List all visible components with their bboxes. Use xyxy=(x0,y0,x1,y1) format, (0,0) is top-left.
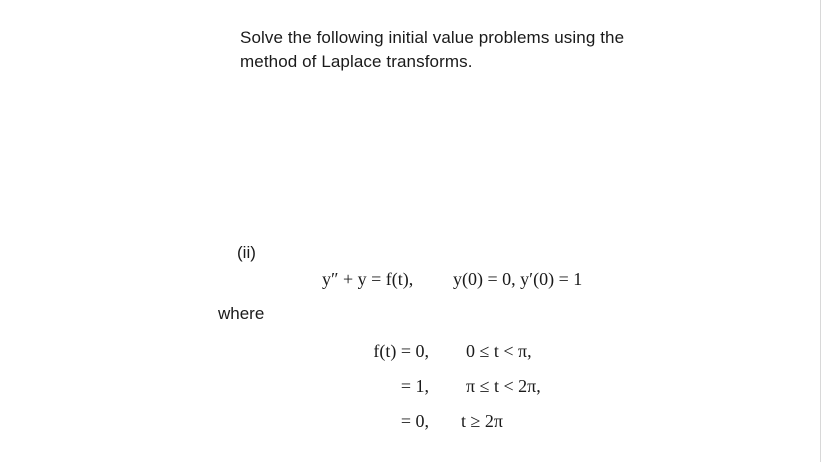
where-label: where xyxy=(218,304,265,323)
page-edge-divider xyxy=(820,0,821,462)
piecewise-condition-3: t ≥ 2π xyxy=(461,411,503,431)
part-label: (ii) xyxy=(237,243,256,262)
instructions-line-1: Solve the following initial value problems using the xyxy=(240,28,625,47)
piecewise-condition-1: 0 ≤ t < π, xyxy=(466,341,532,361)
piecewise-value-1: f(t) = 0, xyxy=(373,341,429,361)
differential-equation: y″ + y = f(t), xyxy=(322,269,414,289)
initial-conditions: y(0) = 0, y′(0) = 1 xyxy=(453,269,583,289)
piecewise-condition-2: π ≤ t < 2π, xyxy=(466,376,541,396)
instructions-line-2: method of Laplace transforms. xyxy=(240,52,473,71)
piecewise-value-2: = 1, xyxy=(400,376,429,396)
instructions-paragraph xyxy=(240,26,680,74)
piecewise-value-3: = 0, xyxy=(400,411,429,431)
